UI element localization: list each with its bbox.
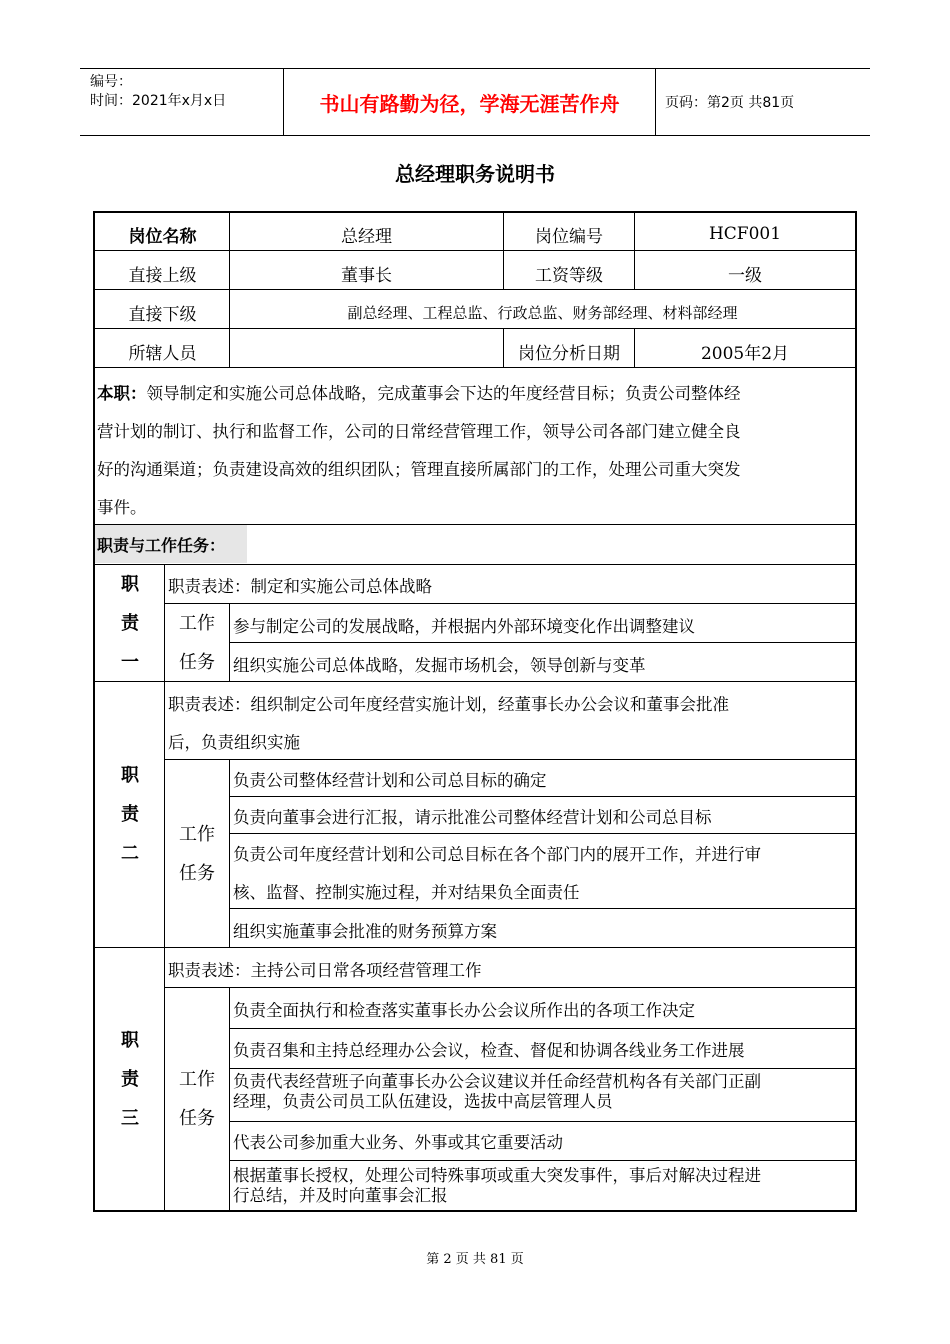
- grid-line: [229, 987, 230, 1210]
- duty-3-task-label: 工作 任务: [179, 1069, 215, 1129]
- duty-2-task-label: 工作 任务: [179, 823, 215, 884]
- value-salary-grade: 一级: [728, 265, 762, 286]
- value-job-code: HCF001: [708, 224, 782, 244]
- label-job-title: 岗位名称: [128, 226, 197, 247]
- duty-3-label: 职 责 三: [121, 1029, 139, 1129]
- duty-3-task-2: 负责召集和主持总经理办公会议，检查、督促和协调各线业务工作进展: [233, 1041, 745, 1060]
- value-job-title: 总经理: [341, 226, 392, 247]
- value-superior: 董事长: [341, 265, 392, 286]
- label-staff: 所辖人员: [128, 343, 197, 364]
- value-staff: [230, 333, 503, 369]
- date-label: 时间：2021年x月x日: [90, 93, 227, 109]
- duty-2-description: 职责表述：组织制定公司年度经营实施计划，经董事长办公会议和董事会批准 后，负责组织实施: [168, 695, 729, 752]
- duty-2-task-2: 负责向董事会进行汇报，请示批准公司整体经营计划和公司总目标: [233, 807, 712, 827]
- page-header: [80, 68, 870, 136]
- duties-heading: 职责与工作任务：: [97, 535, 226, 555]
- label-analysis-date: 岗位分析日期: [518, 343, 620, 364]
- label-job-code: 岗位编号: [535, 226, 603, 247]
- duty-3-description: 职责表述：主持公司日常各项经营管理工作: [168, 961, 482, 980]
- value-analysis-date: 2005年2月: [700, 343, 790, 364]
- duty-3-task-5: 根据董事长授权，处理公司特殊事项或重大突发事件，事后对解决过程进 行总结，并及时向董事会汇报: [233, 1166, 761, 1205]
- duty-1-description: 职责表述：制定和实施公司总体战略: [168, 577, 432, 596]
- duty-3-task-4: 代表公司参加重大业务、外事或其它重要活动: [233, 1133, 563, 1152]
- page-info: 页码：第2页 共81页: [665, 95, 795, 111]
- grid-line: [95, 564, 855, 565]
- grid-line: [229, 1160, 855, 1161]
- duty-2-label: 职 责 二: [121, 765, 139, 864]
- role-summary: 本职：领导制定和实施公司总体战略，完成董事会下达的年度经营目标；负责公司整体经 营计划的制订、执行和监督工作，公司的日常经营管理工作，领导公司各部门建立健全良 好的沟通渠道；负责建设高效的组织团队；管理直接所属部门的工作，处理公司重大突发 事件。: [97, 384, 741, 517]
- duty-2-task-3: 负责公司年度经营计划和公司总目标在各个部门内的展开工作，并进行审 核、监督、控制实施过程，并对结果负全面责任: [233, 845, 761, 902]
- page-footer: 第 2 页 共 81 页: [426, 1252, 524, 1267]
- duty-1-label: 职 责 一: [121, 573, 139, 673]
- header-meta: [90, 73, 285, 111]
- role-label: 本职：: [97, 384, 147, 403]
- duty-3-task-3: 负责代表经营班子向董事长办公会议建议并任命经营机构各有关部门正副 经理，负责公司员工队伍建设，选拔中高层管理人员: [233, 1072, 761, 1111]
- duty-1-task-1: 参与制定公司的发展战略，并根据内外部环境变化作出调整建议: [233, 616, 695, 636]
- grid-line: [229, 759, 230, 947]
- label-salary-grade: 工资等级: [535, 265, 603, 286]
- duty-2-task-1: 负责公司整体经营计划和公司总目标的确定: [233, 770, 547, 790]
- label-superior: 直接上级: [128, 265, 197, 286]
- number-label: 编号：: [90, 74, 132, 90]
- document-title: 总经理职务说明书: [395, 162, 555, 186]
- duty-1-task-label: 工作 任务: [179, 612, 215, 673]
- value-subordinates: 副总经理、工程总监、行政总监、财务部经理、材料部经理: [347, 303, 738, 322]
- duty-3-task-1: 负责全面执行和检查落实董事长办公会议所作出的各项工作决定: [233, 1001, 695, 1020]
- motto: 书山有路勤为径，学海无涯苦作舟: [283, 69, 656, 135]
- duty-2-task-4: 组织实施董事会批准的财务预算方案: [233, 922, 497, 941]
- label-subordinates: 直接下级: [128, 304, 197, 325]
- duty-1-task-2: 组织实施公司总体战略，发掘市场机会，领导创新与变革: [233, 655, 646, 675]
